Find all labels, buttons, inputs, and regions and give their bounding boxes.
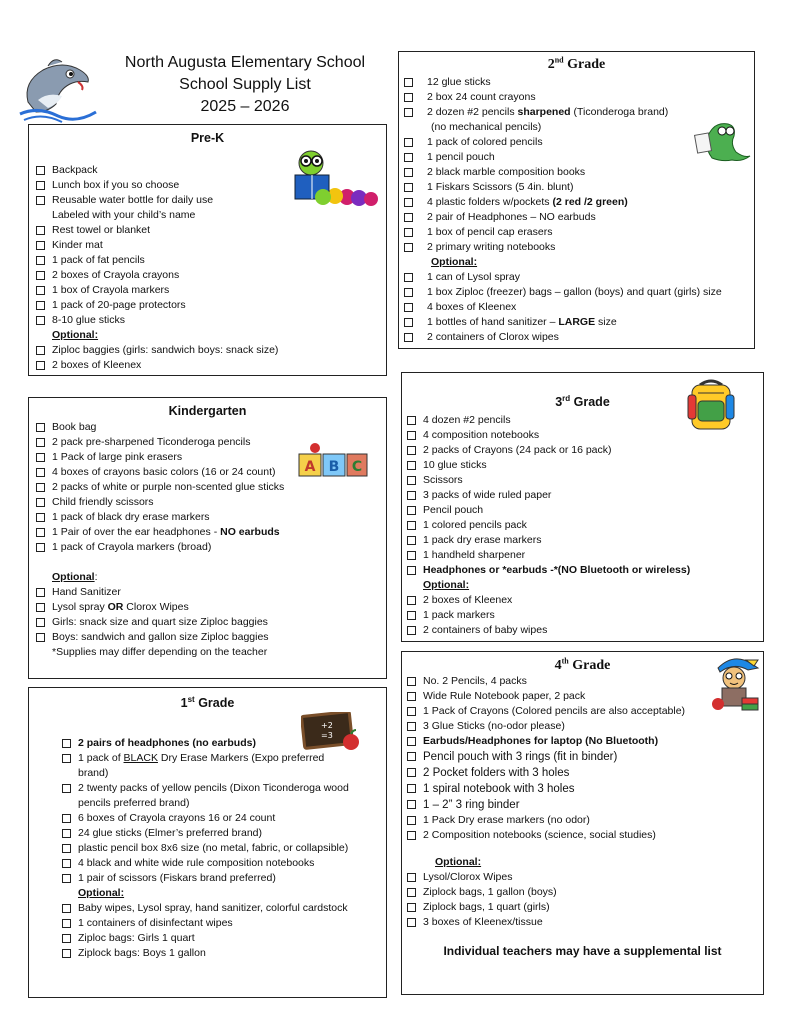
checkbox[interactable] (62, 754, 71, 763)
list-item[interactable]: 4 boxes of crayons basic colors (16 or 24 count) (36, 465, 386, 480)
list-item[interactable]: No. 2 Pencils, 4 packs (407, 674, 763, 689)
checkbox[interactable] (36, 271, 45, 280)
checkbox[interactable] (404, 273, 413, 282)
abc-letter: A (304, 459, 316, 475)
list-item[interactable]: Rest towel or blanket (36, 223, 386, 238)
prek-optional-label: Optional: (52, 329, 99, 341)
list-item[interactable]: 1 containers of disinfectant wipes (62, 916, 386, 931)
fourth-grade-optional-list (407, 870, 763, 930)
second-grade-optional-list (404, 270, 754, 345)
list-item[interactable]: 2 pair of Headphones – NO earbuds (404, 210, 754, 225)
bookworm-icon (291, 149, 379, 213)
checkbox[interactable] (407, 521, 416, 530)
checkbox[interactable] (62, 739, 71, 748)
fourth-grade-section (401, 651, 764, 995)
list-item[interactable]: 1 bottles of hand sanitizer – LARGE size (404, 315, 754, 330)
list-item[interactable]: 1 pack of BLACK Dry Erase Markers (Expo preferred (62, 751, 378, 766)
abc-blocks-icon (297, 442, 369, 478)
third-grade-section (401, 372, 764, 642)
checkbox[interactable] (407, 737, 416, 746)
list-item[interactable]: 1 Pair of over the ear headphones - NO earbuds (36, 525, 386, 540)
chalkboard-apple-icon (301, 712, 363, 752)
list-item[interactable]: 2 black marble composition books (404, 165, 754, 180)
prek-title: Pre-K (190, 131, 225, 145)
checkbox[interactable] (36, 513, 45, 522)
list-item[interactable]: 2 Composition notebooks (science, social studies) (407, 828, 763, 843)
abc-letter: B (328, 459, 340, 475)
list-item[interactable]: 1 handheld sharpener (407, 548, 763, 563)
checkbox[interactable] (404, 333, 413, 342)
list-item-note: Labeled with your child’s name (52, 209, 196, 221)
list-item[interactable]: Scissors (407, 473, 763, 488)
list-item[interactable]: 1 Pack Dry erase markers (no odor) (407, 813, 763, 828)
list-item[interactable]: 2 box 24 count crayons (404, 90, 754, 105)
list-item[interactable]: 4 composition notebooks (407, 428, 763, 443)
checkbox[interactable] (407, 566, 416, 575)
checkbox[interactable] (62, 904, 71, 913)
second-grade-section (398, 51, 755, 349)
list-item[interactable]: Earbuds/Headphones for laptop (No Bluetooth) (407, 734, 763, 749)
checkbox[interactable] (36, 468, 45, 477)
list-item[interactable]: Hand Sanitizer (36, 585, 386, 600)
checkbox[interactable] (404, 93, 413, 102)
svg-text:=3: =3 (321, 731, 333, 740)
list-item[interactable]: 1 pair of scissors (Fiskars brand preferred) (62, 871, 378, 886)
list-item[interactable]: Boys: sandwich and gallon size Ziploc baggies (36, 630, 386, 645)
list-item[interactable]: 2 containers of Clorox wipes (404, 330, 754, 345)
list-item[interactable]: 3 packs of wide ruled paper (407, 488, 763, 503)
list-item[interactable]: Lysol spray OR Clorox Wipes (36, 600, 386, 615)
checkbox[interactable] (404, 318, 413, 327)
third-grade-optional-list (407, 593, 763, 638)
checkbox[interactable] (36, 528, 45, 537)
page-header (100, 52, 390, 118)
checkbox[interactable] (36, 241, 45, 250)
list-item[interactable]: 2 pack pre-sharpened Ticonderoga pencils (36, 435, 386, 450)
checkbox[interactable] (404, 303, 413, 312)
checkbox[interactable] (404, 243, 413, 252)
checkbox[interactable] (36, 166, 45, 175)
checkbox[interactable] (407, 416, 416, 425)
kindergarten-list (36, 420, 386, 555)
checkbox[interactable] (407, 752, 416, 761)
list-item[interactable]: 1 pack of colored pencils (404, 135, 754, 150)
list-item[interactable]: 2 packs of white or purple non-scented glue sticks (36, 480, 386, 495)
checkbox[interactable] (36, 588, 45, 597)
school-year: 2025 – 2026 (200, 98, 290, 115)
first-grade-list (62, 736, 378, 886)
checkbox[interactable] (36, 361, 45, 370)
dolphin-mascot-icon (18, 52, 98, 124)
checkbox[interactable] (62, 859, 71, 868)
school-name: North Augusta Elementary School (124, 54, 366, 71)
svg-text:+2: +2 (321, 721, 333, 730)
list-item[interactable]: 2 containers of baby wipes (407, 623, 763, 638)
checkbox[interactable] (407, 431, 416, 440)
checkbox[interactable] (407, 707, 416, 716)
checkbox[interactable] (36, 453, 45, 462)
list-item[interactable]: 1 pack of fat pencils (36, 253, 386, 268)
list-item[interactable]: 1 colored pencils pack (407, 518, 763, 533)
list-item[interactable]: 2 boxes of Kleenex (407, 593, 763, 608)
list-item[interactable]: 1 pack of 20-page protectors (36, 298, 386, 313)
list-item[interactable]: plastic pencil box 8x6 size (no metal, fabric, or collapsible) (62, 841, 378, 856)
checkbox[interactable] (404, 108, 413, 117)
list-item[interactable]: 2 Pocket folders with 3 holes (407, 765, 763, 781)
first-grade-title: 1st Grade (180, 694, 235, 710)
checkbox[interactable] (36, 543, 45, 552)
checkbox[interactable] (36, 346, 45, 355)
list-item[interactable]: 24 glue sticks (Elmer’s preferred brand) (62, 826, 378, 841)
kindergarten-section (28, 397, 387, 679)
list-item[interactable]: 2 boxes of Crayola crayons (36, 268, 386, 283)
checkbox[interactable] (404, 198, 413, 207)
checkbox[interactable] (62, 829, 71, 838)
checkbox[interactable] (404, 183, 413, 192)
list-item[interactable]: 3 Glue Sticks (no-odor please) (407, 719, 763, 734)
list-item[interactable]: 6 boxes of Crayola crayons 16 or 24 count (62, 811, 378, 826)
list-item[interactable]: 2 primary writing notebooks (404, 240, 754, 255)
list-item[interactable]: 2 packs of Crayons (24 pack or 16 pack) (407, 443, 763, 458)
checkbox[interactable] (36, 316, 45, 325)
list-item[interactable]: Child friendly scissors (36, 495, 386, 510)
list-item[interactable]: Wide Rule Notebook paper, 2 pack (407, 689, 763, 704)
third-grade-list (407, 413, 763, 578)
checkbox[interactable] (404, 213, 413, 222)
list-item[interactable]: Lysol/Clorox Wipes (407, 870, 763, 885)
checkbox[interactable] (407, 536, 416, 545)
prek-section (28, 124, 387, 376)
checkbox[interactable] (62, 934, 71, 943)
backpack-icon (686, 377, 736, 431)
supplemental-list-note: Individual teachers may have a supplemental list (443, 944, 722, 958)
checkbox[interactable] (407, 831, 416, 840)
checkbox[interactable] (407, 800, 416, 809)
checkbox[interactable] (407, 461, 416, 470)
list-item[interactable]: Book bag (36, 420, 386, 435)
list-item[interactable]: Pencil pouch with 3 rings (fit in binder) (407, 749, 763, 765)
checkbox[interactable] (404, 168, 413, 177)
list-item[interactable]: 1 pencil pouch (404, 150, 754, 165)
list-item[interactable]: 2 twenty packs of yellow pencils (Dixon Ticonderoga wood (62, 781, 378, 796)
checkbox[interactable] (407, 768, 416, 777)
list-item[interactable]: 1 Fiskars Scissors (5 4in. blunt) (404, 180, 754, 195)
list-item[interactable]: 1 Pack of large pink erasers (36, 450, 386, 465)
list-item[interactable]: Backpack (36, 163, 386, 178)
checkbox[interactable] (36, 226, 45, 235)
checkbox[interactable] (407, 873, 416, 882)
checkbox[interactable] (36, 438, 45, 447)
list-item[interactable]: 4 plastic folders w/pockets (2 red /2 green) (404, 195, 754, 210)
third-grade-optional-label: Optional: (423, 579, 470, 591)
list-item-continuation: pencils preferred brand) (78, 797, 190, 809)
checkbox[interactable] (407, 551, 416, 560)
list-item[interactable]: 2 dozen #2 pencils sharpened (Ticonderoga brand) (404, 105, 754, 120)
list-item[interactable]: Ziploc bags: Girls 1 quart (62, 931, 386, 946)
list-item[interactable]: Ziplock bags, 1 gallon (boys) (407, 885, 763, 900)
list-item[interactable]: 1 can of Lysol spray (404, 270, 754, 285)
checkbox[interactable] (407, 692, 416, 701)
checkbox[interactable] (407, 722, 416, 731)
list-item[interactable]: Pencil pouch (407, 503, 763, 518)
checkbox[interactable] (36, 633, 45, 642)
checkbox[interactable] (407, 677, 416, 686)
checkbox[interactable] (404, 288, 413, 297)
prek-optional-list (36, 343, 386, 373)
checkbox[interactable] (407, 506, 416, 515)
kindergarten-optional-list (36, 585, 386, 645)
kindergarten-optional-label: Optional: (52, 571, 98, 583)
list-item[interactable]: 1 pack of Crayola markers (broad) (36, 540, 386, 555)
checkbox[interactable] (404, 138, 413, 147)
checkbox[interactable] (36, 256, 45, 265)
checkbox[interactable] (62, 784, 71, 793)
checkbox[interactable] (36, 301, 45, 310)
checkbox[interactable] (404, 228, 413, 237)
list-item[interactable]: Ziplock bags, 1 quart (girls) (407, 900, 763, 915)
list-item[interactable]: Reusable water bottle for daily use (36, 193, 386, 208)
checkbox[interactable] (407, 918, 416, 927)
list-item-continuation: (no mechanical pencils) (431, 121, 542, 133)
checkbox[interactable] (404, 153, 413, 162)
checkbox[interactable] (407, 784, 416, 793)
first-grade-optional-list (62, 901, 386, 961)
second-grade-list (404, 75, 754, 255)
list-item[interactable]: 1 – 2” 3 ring binder (407, 797, 763, 813)
list-item[interactable]: 1 box of Crayola markers (36, 283, 386, 298)
checkbox[interactable] (62, 874, 71, 883)
list-item[interactable]: Baby wipes, Lysol spray, hand sanitizer, colorful cardstock (62, 901, 386, 916)
first-grade-section (28, 687, 387, 998)
list-item[interactable]: 2 pairs of headphones (no earbuds) (62, 736, 378, 751)
list-item[interactable]: 4 dozen #2 pencils (407, 413, 763, 428)
checkbox[interactable] (407, 903, 416, 912)
list-item[interactable]: 1 box of pencil cap erasers (404, 225, 754, 240)
list-item[interactable]: Kinder mat (36, 238, 386, 253)
list-item[interactable]: 8-10 glue sticks (36, 313, 386, 328)
list-item[interactable]: Ziploc baggies (girls: sandwich boys: snack size) (36, 343, 386, 358)
second-grade-optional-label: Optional: (431, 256, 478, 268)
checkbox[interactable] (407, 611, 416, 620)
checkbox[interactable] (404, 78, 413, 87)
fourth-grade-optional-label: Optional: (435, 856, 482, 868)
list-item[interactable]: 1 pack markers (407, 608, 763, 623)
list-item[interactable]: 3 boxes of Kleenex/tissue (407, 915, 763, 930)
student-with-books-icon (708, 654, 760, 716)
checkbox[interactable] (407, 888, 416, 897)
list-item[interactable]: Ziplock bags: Boys 1 gallon (62, 946, 386, 961)
checkbox[interactable] (407, 491, 416, 500)
checkbox[interactable] (62, 844, 71, 853)
list-item[interactable]: Girls: snack size and quart size Ziploc baggies (36, 615, 386, 630)
checkbox[interactable] (407, 816, 416, 825)
list-item[interactable]: 2 boxes of Kleenex (36, 358, 386, 373)
checkbox[interactable] (36, 498, 45, 507)
list-item[interactable]: 1 pack dry erase markers (407, 533, 763, 548)
list-title: School Supply List (179, 76, 311, 93)
list-item-continuation: brand) (78, 767, 109, 779)
list-item[interactable]: 4 boxes of Kleenex (404, 300, 754, 315)
third-grade-title: 3rd Grade (555, 393, 610, 409)
list-item[interactable]: 1 spiral notebook with 3 holes (407, 781, 763, 797)
fourth-grade-title: 4th Grade (554, 656, 611, 673)
checkbox[interactable] (407, 476, 416, 485)
kindergarten-title: Kindergarten (168, 404, 247, 418)
list-item[interactable]: 4 black and white wide rule composition notebooks (62, 856, 378, 871)
checkbox[interactable] (407, 446, 416, 455)
dinosaur-icon (692, 114, 752, 164)
checkbox[interactable] (407, 626, 416, 635)
checkbox[interactable] (36, 618, 45, 627)
list-item[interactable]: 10 glue sticks (407, 458, 763, 473)
list-item[interactable]: 1 box Ziploc (freezer) bags – gallon (boys) and quart (girls) size (404, 285, 754, 300)
list-item[interactable]: Lunch box if you so choose (36, 178, 386, 193)
checkbox[interactable] (36, 483, 45, 492)
abc-letter: C (351, 459, 363, 475)
checkbox[interactable] (36, 181, 45, 190)
kindergarten-note: *Supplies may differ depending on the teacher (52, 646, 268, 658)
checkbox[interactable] (36, 286, 45, 295)
list-item[interactable]: 1 pack of black dry erase markers (36, 510, 386, 525)
checkbox[interactable] (36, 423, 45, 432)
list-item[interactable]: Headphones or *earbuds -*(NO Bluetooth or wireless) (407, 563, 763, 578)
checkbox[interactable] (36, 196, 45, 205)
second-grade-title: 2nd Grade (547, 55, 606, 72)
checkbox[interactable] (62, 919, 71, 928)
checkbox[interactable] (62, 814, 71, 823)
list-item[interactable]: 12 glue sticks (404, 75, 754, 90)
checkbox[interactable] (407, 596, 416, 605)
checkbox[interactable] (62, 949, 71, 958)
checkbox[interactable] (36, 603, 45, 612)
first-grade-optional-label: Optional: (78, 887, 125, 899)
list-item[interactable]: 1 Pack of Crayons (Colored pencils are also acceptable) (407, 704, 763, 719)
